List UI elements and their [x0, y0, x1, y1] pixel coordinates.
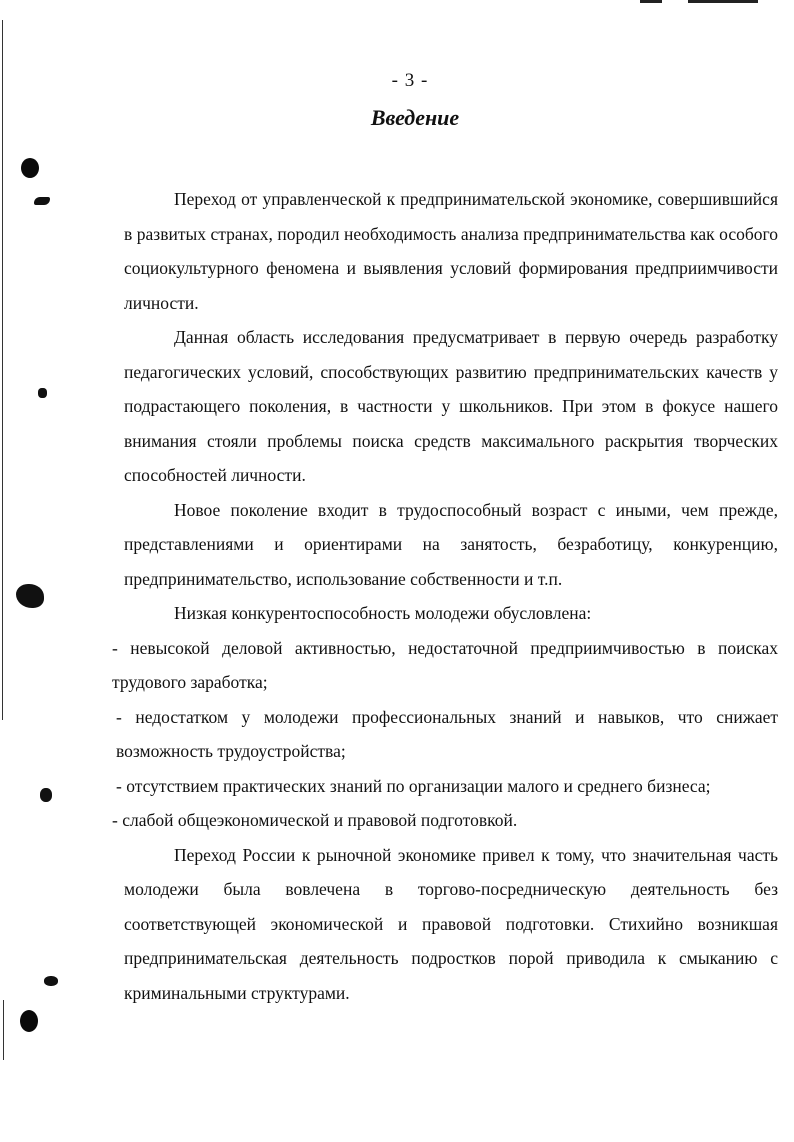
list-item: - слабой общеэкономической и правовой подготовкой. [112, 810, 518, 830]
document-body [112, 182, 778, 1010]
scan-smudge [34, 197, 50, 205]
scan-mark-top-2 [640, 0, 662, 3]
scan-smudge [16, 584, 44, 608]
scan-smudge [44, 976, 58, 986]
scan-mark-top [688, 0, 758, 3]
list-item: - невысокой деловой активностью, недостаточной предприимчивостью в поисках трудового заработка; [112, 637, 778, 692]
paragraph-new-generation: Новое поколение входит в трудоспособный возраст с иными, чем прежде, представлениями и ориентирами на занятость, безработицу, конкуренцию, предпринимательство, использование собственности и т.п. [124, 499, 778, 589]
scan-smudge [38, 388, 47, 398]
paragraph-low-competitiveness: Низкая конкурентоспособность молодежи обусловлена: [174, 603, 592, 623]
list-item: - недостатком у молодежи профессиональных знаний и навыков, что снижает возможность трудоустройства; [116, 706, 778, 761]
paragraph-russia-transition: Переход России к рыночной экономике привел к тому, что значительная часть молодежи была вовлечена в торгово-посредническую деятельность без соответствующей экономической и правовой подготовки. Стихийно возникшая предпринимательская деятельность подростков порой приводила к смыканию с криминальными структурами. [124, 844, 778, 1003]
paragraph-intro: Переход от управленческой к предпринимательской экономике, совершившийся в развитых странах, породил необходимость анализа предпринимательства как особого социокультурного феномена и выявления условий формирования предприимчивости личности. [124, 189, 778, 313]
scan-smudge [40, 788, 52, 802]
punch-hole [21, 158, 39, 178]
page-number: - 3 - [391, 70, 429, 91]
page-title: Введение [370, 105, 460, 130]
list-item: - отсутствием практических знаний по организации малого и среднего бизнеса; [116, 775, 711, 796]
scan-edge-line [3, 1000, 4, 1060]
paragraph-research-area: Данная область исследования предусматривает в первую очередь разработку педагогических условий, способствующих развитию предпринимательских качеств у подрастающего поколения, в частности у школьников. При этом в фокусе нашего внимания стояли проблемы поиска средств максимального раскрытия творческих способностей личности. [124, 327, 778, 485]
punch-hole [20, 1010, 38, 1032]
